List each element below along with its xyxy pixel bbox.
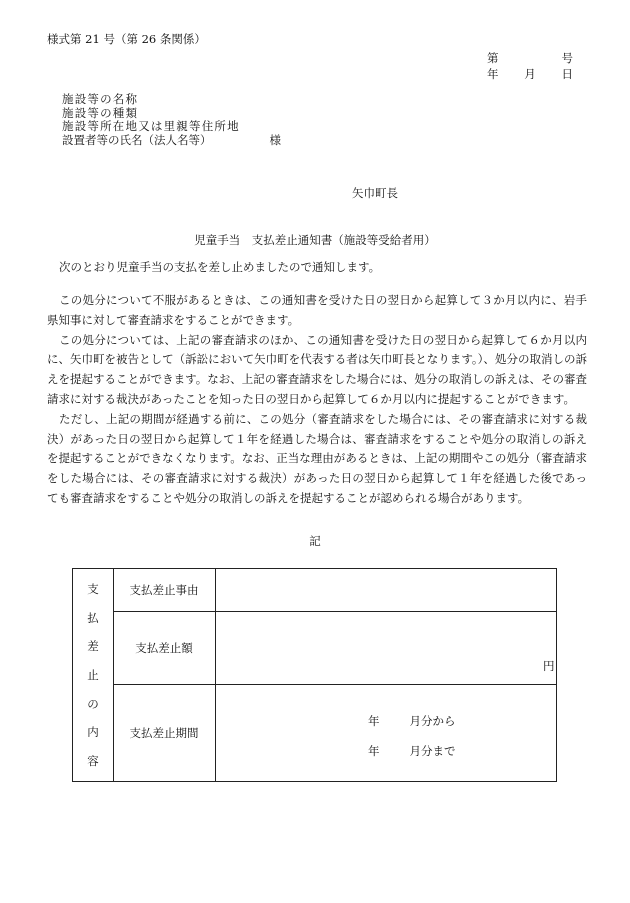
heading-char: 支 — [87, 582, 99, 597]
period-from-year: 年 — [368, 714, 380, 728]
document-number — [487, 51, 573, 65]
heading-char: 払 — [87, 610, 99, 625]
paragraph-1: この処分について不服があるときは、この通知書を受けた日の翌日から起算して３か月以内に、岩手県知事に対して審査請求をすることができます。 — [47, 293, 587, 327]
doc-no-prefix: 第 — [487, 51, 499, 65]
amount-unit: 円 — [543, 659, 555, 673]
document-title: 児童手当 支払差止通知書（施設等受給者用） — [194, 233, 436, 247]
facility-type-label: 施設等の種類 — [62, 105, 139, 120]
facility-name-label: 施設等の名称 — [62, 92, 139, 106]
table-divider — [215, 569, 216, 781]
period-from — [368, 713, 456, 729]
honorific: 様 — [269, 132, 281, 147]
recipient-block — [62, 93, 281, 147]
form-number: 様式第 21 号（第 26 条関係） — [47, 32, 206, 46]
table-vertical-heading — [73, 569, 113, 781]
reason-label: 支払差止事由 — [129, 583, 199, 597]
appeal-notice — [47, 291, 587, 509]
heading-char: 容 — [87, 753, 99, 768]
paragraph-2: この処分については、上記の審査請求のほか、この通知書を受けた日の翌日から起算して６か月以内に、矢巾町を被告として（訴訟において矢巾町を代表する者は矢巾町長となります。）、処分の取消しの訴えを提起することができます。なお、上記の審査請求をした場合には、処分の取消しの訴えは、その審査請求に対する裁決があったことを知った日の翌日から起算して６か月以内に提起することができます。 — [47, 332, 587, 406]
date-month: 月 — [524, 67, 536, 81]
operator-name-label: 設置者等の氏名（法人名等） — [62, 132, 212, 147]
amount-label: 支払差止額 — [135, 640, 193, 655]
operator-name-row — [62, 134, 281, 148]
period-to — [368, 743, 456, 759]
period-from-month: 月分から — [409, 714, 456, 728]
period-to-month: 月分まで — [409, 744, 456, 758]
period-to-year: 年 — [368, 744, 380, 758]
document-date — [487, 67, 573, 81]
sender-mayor: 矢巾町長 — [352, 186, 398, 200]
paragraph-3: ただし、上記の期間が経過する前に、この処分（審査請求をした場合には、その審査請求に対する裁決）があった日の翌日から起算して１年を経過した場合は、審査請求をすることや処分の取消しの訴えを提起することができなくなります。なお、正当な理由があるときは、上記の期間やこの処分（審査請求をした場合には、その審査請求に対する裁決）があった日の翌日から起算して１年を経過した後であっても審査請求をすることや処分の取消しの訴えを提起することが認められる場合があります。 — [47, 411, 587, 505]
heading-char: 止 — [87, 667, 99, 682]
heading-char: 差 — [87, 639, 99, 654]
doc-no-suffix: 号 — [561, 51, 573, 65]
date-day: 日 — [561, 67, 573, 81]
suspension-detail-table — [72, 568, 557, 782]
ki-marker: 記 — [309, 534, 321, 548]
period-label: 支払差止期間 — [129, 725, 199, 740]
facility-location-label: 施設等所在地又は里親等住所地 — [62, 119, 240, 133]
intro-text: 次のとおり児童手当の支払を差し止めましたので通知します。 — [59, 260, 381, 274]
heading-char: の — [87, 696, 99, 711]
heading-char: 内 — [87, 725, 99, 740]
date-year: 年 — [487, 67, 499, 81]
